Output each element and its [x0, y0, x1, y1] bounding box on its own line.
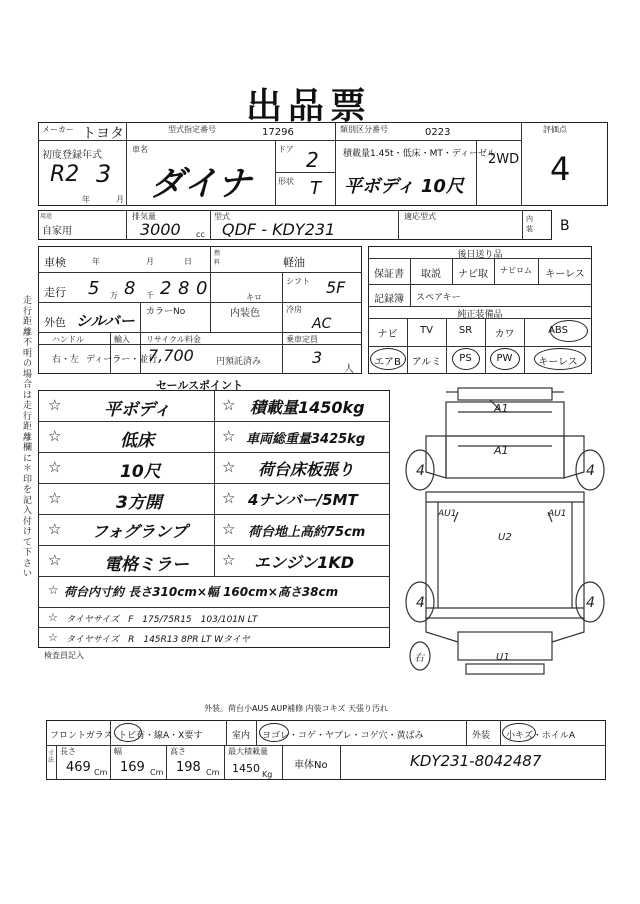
shaken-day-unit: 日 — [184, 257, 192, 266]
color-no-label: カラーNo — [146, 307, 186, 317]
doc-spare-key: スペアキー — [416, 293, 461, 303]
windshield-label: フロントガラス — [50, 731, 113, 741]
drive-value: 2WD — [488, 152, 520, 167]
mileage-digit-4: 8 — [178, 278, 190, 299]
first-reg-label: 初度登録年式 — [42, 150, 102, 161]
length-value: 469 — [66, 760, 91, 775]
maker-label: メーカー — [42, 125, 74, 134]
diagram-mark-u2: U2 — [498, 532, 512, 543]
score-value: 4 — [550, 150, 571, 188]
shaken-year-unit: 年 — [92, 257, 100, 266]
interior-cond-label: 室内 — [232, 731, 251, 741]
year-value: R2 — [50, 162, 80, 187]
doc-keyless: キーレス — [545, 269, 585, 280]
inspection-note: 外装。荷台小AUS AUP補修 内装コキズ 天張り汚れ — [204, 704, 389, 713]
sp-left-3: 10尺 — [120, 462, 161, 482]
exterior-cond-label: 外装 — [472, 731, 491, 741]
diagram-mark-tyre-fl: 4 — [416, 463, 425, 479]
score-label: 評価点 — [543, 125, 567, 134]
equip-pw: PW — [496, 353, 513, 364]
sen-unit: 千 — [146, 291, 154, 300]
dealer-value: ディーラー・並行 — [86, 355, 158, 365]
equipment-title: 純正装備品 — [457, 310, 503, 320]
person-unit: 人 — [344, 364, 354, 375]
inspector-label: 検査員記入 — [44, 651, 84, 660]
import-label: 輸入 — [114, 335, 130, 344]
ac-value: AC — [312, 316, 332, 332]
handle-label: ハンドル — [52, 335, 84, 344]
sp-cargo-dims: 荷台内寸約 長さ310cm×幅 160cm×高さ38cm — [64, 585, 339, 599]
sp-right-1: 積載量1450kg — [250, 398, 365, 417]
shape-value: T — [310, 178, 321, 199]
exterior-cond-value: 小キズ・ホイルA — [506, 731, 575, 741]
applicable-label: 適応型式 — [404, 212, 436, 221]
equip-ps: PS — [459, 353, 472, 364]
sp-tire-front: タイヤサイズ F 175/75R15 103/101N LT — [66, 615, 258, 625]
equip-navi: ナビ — [377, 329, 398, 340]
star-icon: ☆ — [48, 396, 62, 414]
doc-record-book: 記録簿 — [374, 294, 404, 305]
page-title: 出品票 — [246, 85, 373, 127]
sp-left-4: 3方開 — [116, 493, 162, 513]
equip-tv: TV — [420, 325, 433, 336]
vin-label: 車体No — [294, 760, 328, 771]
body-type: 平ボディ 10尺 — [344, 176, 464, 197]
mileage-label: 走行 — [44, 286, 66, 299]
use-label: 用途 — [40, 213, 53, 220]
doc-nav-manual: ナビ取 — [458, 269, 488, 280]
handle-value: 右・左 — [52, 355, 80, 365]
maker-value: トヨタ — [82, 126, 124, 142]
year-unit: 年 — [82, 195, 90, 204]
diagram-mark-a1-cab: A1 — [494, 444, 509, 457]
star-icon: ☆ — [48, 489, 62, 507]
docs-title: 後日送り品 — [457, 250, 503, 260]
model-no-label: 型式指定番号 — [168, 125, 216, 134]
fuel-label: 燃料 — [214, 250, 221, 266]
month-value: 3 — [96, 160, 112, 188]
star-icon: ☆ — [48, 520, 62, 538]
cc-unit: cc — [196, 230, 205, 239]
truck-diagram — [398, 382, 612, 690]
equip-sr: SR — [458, 325, 473, 336]
color-label: 外色 — [44, 316, 66, 329]
equip-abs: ABS — [548, 325, 568, 336]
month-unit: 月 — [116, 195, 124, 204]
height-value: 198 — [176, 760, 201, 775]
equip-leather: カワ — [494, 329, 515, 340]
recycle-label: リサイクル料金 — [146, 335, 201, 344]
star-icon: ☆ — [222, 427, 236, 445]
interior-grade-label: 内装 — [526, 215, 533, 233]
interior-cond-value: ヨゴレ・コゲ・ヤブレ・コゲ穴・黄ばみ — [262, 731, 424, 741]
load-label: 最大積載量 — [228, 747, 268, 756]
width-label: 幅 — [114, 747, 122, 756]
recycle-value: 7,700 — [148, 346, 194, 365]
color-value: シルバー — [76, 312, 135, 330]
sp-left-1: 平ボディ — [104, 400, 171, 420]
use-value: 自家用 — [42, 226, 72, 237]
star-icon: ☆ — [48, 583, 59, 597]
doc-nav-rom: ナビロム — [500, 266, 532, 275]
shift-value: 5F — [326, 278, 346, 297]
star-icon: ☆ — [222, 520, 236, 538]
star-icon: ☆ — [222, 489, 236, 507]
displacement-label: 排気量 — [132, 212, 156, 221]
selling-points-title: セールスポイント — [156, 379, 244, 392]
fuel-value: 軽油 — [283, 256, 305, 269]
star-icon: ☆ — [48, 551, 62, 569]
ac-label: 冷房 — [286, 305, 302, 314]
equip-alloy: アルミ — [411, 357, 442, 368]
type-value: QDF - KDY231 — [222, 220, 336, 239]
door-label: ドア — [278, 145, 294, 154]
star-icon: ☆ — [48, 427, 62, 445]
recycle-note: 円預託済み — [216, 357, 262, 367]
height-cm-unit: Cm — [206, 768, 220, 777]
interior-color-label: 内装色 — [230, 308, 260, 319]
diagram-mark-u1: U1 — [496, 652, 510, 663]
equip-keyless: キーレス — [538, 357, 578, 368]
diagram-mark-au1-right: AU1 — [548, 509, 567, 519]
vin-value: KDY231-8042487 — [410, 752, 542, 770]
sp-right-2: 車両総重量3425kg — [246, 432, 366, 447]
ps-circle-mark — [452, 348, 480, 370]
model-no-value: 17296 — [262, 127, 294, 138]
diagram-mark-tyre-rl: 4 — [416, 595, 425, 611]
windshield-circle-mark — [114, 723, 142, 742]
sp-left-5: フォグランプ — [92, 522, 188, 541]
length-cm-unit: Cm — [94, 768, 108, 777]
width-value: 169 — [120, 760, 145, 775]
exterior-circle-mark — [502, 723, 536, 742]
side-note: 走行距離不明の場合は走行距離欄に＊印を記入付けて下さい — [23, 296, 33, 579]
width-cm-unit: Cm — [150, 768, 164, 777]
sp-tire-rear: タイヤサイズ R 145R13 8PR LT Wタイヤ — [66, 635, 250, 645]
dims-label: 寸法 — [48, 750, 55, 764]
capacity-label: 乗車定員 — [286, 335, 318, 344]
displacement-value: 3000 — [140, 220, 181, 239]
pw-circle-mark — [490, 348, 520, 370]
windshield-value: トビ有・線A・X要す — [118, 731, 203, 741]
door-value: 2 — [306, 148, 319, 172]
class-value: 0223 — [425, 127, 451, 138]
star-icon: ☆ — [48, 631, 58, 644]
shaken-label: 車検 — [44, 256, 66, 269]
airbag-circle-mark — [370, 348, 406, 370]
sp-left-2: 低床 — [120, 431, 154, 451]
interior-grade-value: B — [560, 218, 570, 234]
equip-airbag: エアB — [374, 357, 401, 368]
km-unit: キロ — [246, 293, 262, 302]
sp-left-6: 電格ミラー — [104, 555, 189, 575]
mileage-digit-3: 2 — [160, 278, 172, 299]
shift-label: シフト — [286, 277, 310, 286]
length-label: 長さ — [60, 747, 76, 756]
doc-warranty: 保証書 — [374, 269, 404, 280]
spec-note: 積載量1.45t・低床・MT・ディーゼル — [343, 149, 496, 159]
sp-right-3: 荷台床板張り — [258, 460, 355, 479]
diagram-mark-a1-top: A1 — [494, 402, 509, 415]
mileage-digit-2: 8 — [124, 278, 136, 299]
sp-right-6: エンジン1KD — [254, 553, 355, 572]
abs-circle-mark — [550, 320, 588, 342]
diagram-mark-au1-left: AU1 — [438, 509, 457, 519]
type-label: 型式 — [214, 212, 230, 221]
capacity-value: 3 — [312, 348, 323, 367]
sp-right-5: 荷台地上高約75cm — [248, 525, 366, 540]
height-label: 高さ — [170, 747, 186, 756]
keyless-circle-mark — [534, 348, 586, 370]
class-label: 類別区分番号 — [340, 125, 388, 134]
star-icon: ☆ — [222, 458, 236, 476]
shaken-month-unit: 月 — [146, 257, 154, 266]
diagram-mark-tyre-rr: 4 — [586, 595, 595, 611]
mileage-digit-1: 5 — [88, 278, 100, 299]
load-value: 1450 — [232, 762, 260, 775]
diagram-mark-tyre-fr: 4 — [586, 463, 595, 479]
interior-circle-mark — [259, 723, 289, 742]
star-icon: ☆ — [48, 458, 62, 476]
star-icon: ☆ — [222, 396, 236, 414]
shape-label: 形状 — [278, 177, 294, 186]
mileage-digit-5: 0 — [196, 278, 208, 299]
star-icon: ☆ — [48, 611, 58, 624]
man-unit: 万 — [110, 291, 118, 300]
car-name-value: ダイナ — [150, 164, 252, 204]
diagram-mark-right: 右 — [414, 653, 424, 664]
doc-manual: 取説 — [421, 269, 441, 280]
load-kg-unit: Kg — [262, 770, 273, 779]
sp-right-4: 4ナンバー/5MT — [248, 491, 358, 509]
star-icon: ☆ — [222, 551, 236, 569]
car-name-label: 車名 — [132, 145, 148, 154]
